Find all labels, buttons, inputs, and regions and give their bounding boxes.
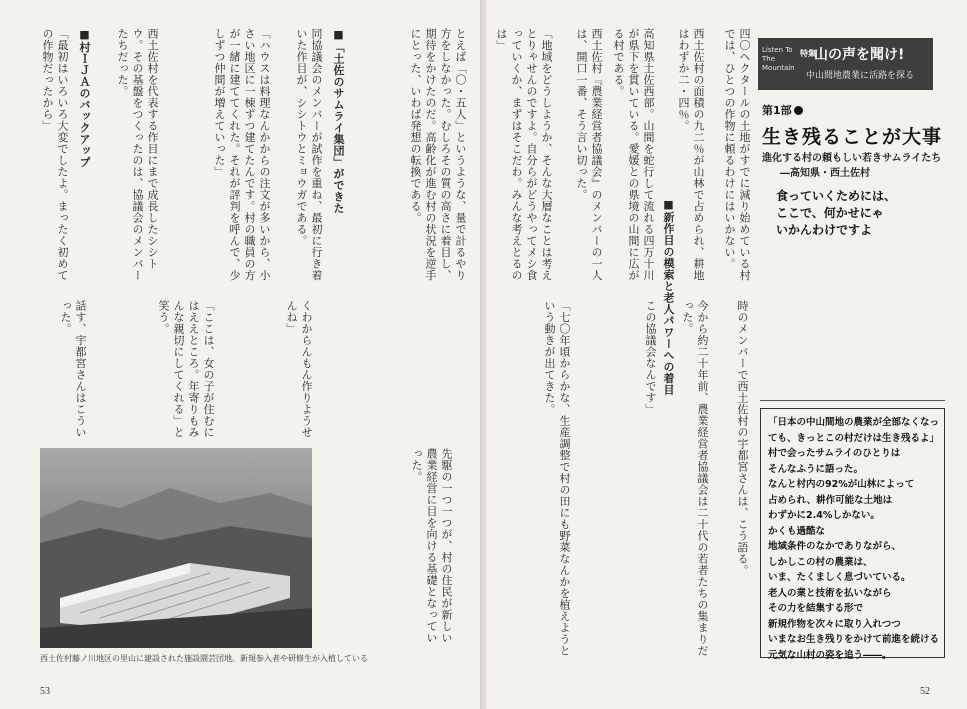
page-number-left: 53: [40, 686, 50, 697]
left-page: [0, 0, 482, 709]
right-column-8: 四〇ヘクタールの土地がすでに減り始めている村では、ひとつの作物に頼るわけにはいかない。: [723, 28, 751, 281]
bullet-icon: [794, 106, 803, 115]
lower-column-1: 話す、宇都宮さんはこういった。: [59, 300, 87, 438]
section-heading-samurai: ■「土佐のサムライ集団」ができた: [332, 28, 345, 214]
right-column-9: 時のメンバーで西土佐村の宇都宮さんは、こう語る。: [736, 300, 749, 576]
feature-banner: [758, 38, 933, 90]
banner-title: 山の声を聞け!: [814, 47, 905, 63]
intro-line: わずかに2.4%しかない。: [768, 510, 880, 521]
intro-line: 地域条件のなかでありながら、: [768, 541, 902, 552]
intro-line: 村で会ったサムライのひとりは: [768, 448, 901, 459]
intro-line: その力を結集する形で: [768, 603, 864, 614]
section-heading-new-crops: ■新作目の模索と老人パワーへの着目: [662, 198, 675, 396]
article-location: ―高知県・西土佐村: [780, 168, 870, 179]
banner-tag: 特集: [800, 49, 816, 58]
intro-line: 「日本の中山間地の農業が全部なくなっ: [768, 417, 940, 428]
right-column-2: 西土佐村『農業経営者協議会』のメンバーの一人は、開口一番、そう言い切った。: [575, 28, 603, 281]
lead-line: いかんわけですよ: [776, 223, 873, 237]
body-column-1: とえば「〇・五人」というような、量で計るやり方をしなかった。むしろその質の高さに着目し、期待をかけたのだ。高齢化が進む村の状況を逆手にとった、いわば発想の転換である。: [409, 28, 467, 281]
divider: [760, 400, 945, 401]
lead-line: ここで、何かせにゃ: [776, 206, 884, 220]
part-label-text: 第1部: [762, 104, 792, 117]
section-heading-ja: ■村ＩＪＡのバックアップ: [78, 28, 91, 168]
intro-line: 新規作物を次々に取り入れつつ: [768, 618, 901, 630]
lead-line: 食っていくためには、: [776, 189, 897, 203]
right-column-4: 西土佐村の面積の九二％が山林で占められ、耕地はわずか二・四％。: [677, 28, 705, 281]
intro-box: [760, 408, 945, 661]
body-column-3: 「ハウスは料理なんかからの注文が多いから、小さい地区に一棟ずつ建てたんです。村の職員の方が一緒に建ててくれた。それが評判を呼んで、少しずつ仲間が増えていった」: [213, 28, 271, 281]
banner-small-text: Listen To The Mountain: [762, 46, 795, 72]
intro-line: いま、たくましく息づいている。: [768, 572, 911, 583]
intro-line: しかしこの村の農業は、: [768, 556, 873, 568]
right-column-7: 今から約二十年前、農業経営者協議会は二十代の若者たちの集まりだった。: [681, 300, 709, 657]
greenhouse-photo: [40, 448, 312, 648]
right-column-5: 「七〇年頃からかな、生産調整で村の田にも野菜なんかを植えようという動きが出てきた。: [543, 300, 571, 657]
part-label: [762, 102, 803, 118]
body-column-5: 「最初はいろいろ大変でしたよ。まったく初めての作物だったから」: [41, 28, 69, 281]
body-column-4: 西土佐村を代表する作目にまで成長したシシトウ。その基盤をつくったのは、協議会のメンバーたちだった。: [116, 28, 159, 281]
intro-line: 占められ、耕作可能な土地は: [768, 494, 893, 506]
article-subtitle: 進化する村の頼もしい若きサムライたち: [762, 153, 942, 164]
page-number-right: 52: [920, 686, 930, 697]
body-column-2: 同協議会のメンバーが試作を重ね、最初に行き着いた作目が、シシトウとミョウガである。: [295, 28, 323, 281]
intro-line: そんなふうに語った。: [768, 463, 864, 475]
banner-subtitle: 中山間地農業に活路を探る: [806, 71, 915, 81]
intro-line: 老人の業と技術を払いながら: [768, 587, 892, 599]
intro-line: いまなお生き残りをかけて前進を続ける: [768, 634, 940, 645]
right-column-1: 「地域をどうしようか、そんな大層なことは考えとりゃせんのですよ。自分らがどうやってメシ食っていくか、まずはそこだわ。みんな考えとるのは」: [495, 28, 553, 281]
lower-column-4: 先駆の一つ一つが、村の住民が新しい農業経営に目を向ける基礎となっていった。: [410, 448, 453, 644]
lead-quote: [776, 188, 896, 239]
right-column-3: 高知県土佐西部。山間を蛇行して流れる四万十川が県下を貫いている。愛媛との県境の山間に広がる村である。: [612, 28, 655, 281]
intro-line: なんと村内の92%が山林によって: [768, 479, 915, 490]
intro-line: 元気な山村の姿を追う――。: [768, 649, 892, 661]
intro-line: かくも過酷な: [768, 525, 826, 537]
photo-caption: 西土佐村藤ノ川地区の里山に建設された施設園芸団地。新規参入者や研修生が入植している: [40, 654, 368, 663]
intro-line: ても、きっとこの村だけは生き残るよ」: [768, 432, 940, 444]
article-title: 生き残ることが大事: [762, 126, 943, 148]
lower-column-2: 「ここは、女の子が住むにはええところ。年寄りもみんな親切にしてくれる」と笑う。: [157, 300, 215, 438]
lower-column-3: くわからんもん作りようせんね」: [285, 300, 313, 438]
right-column-6: この協議会なんです」: [644, 300, 657, 415]
